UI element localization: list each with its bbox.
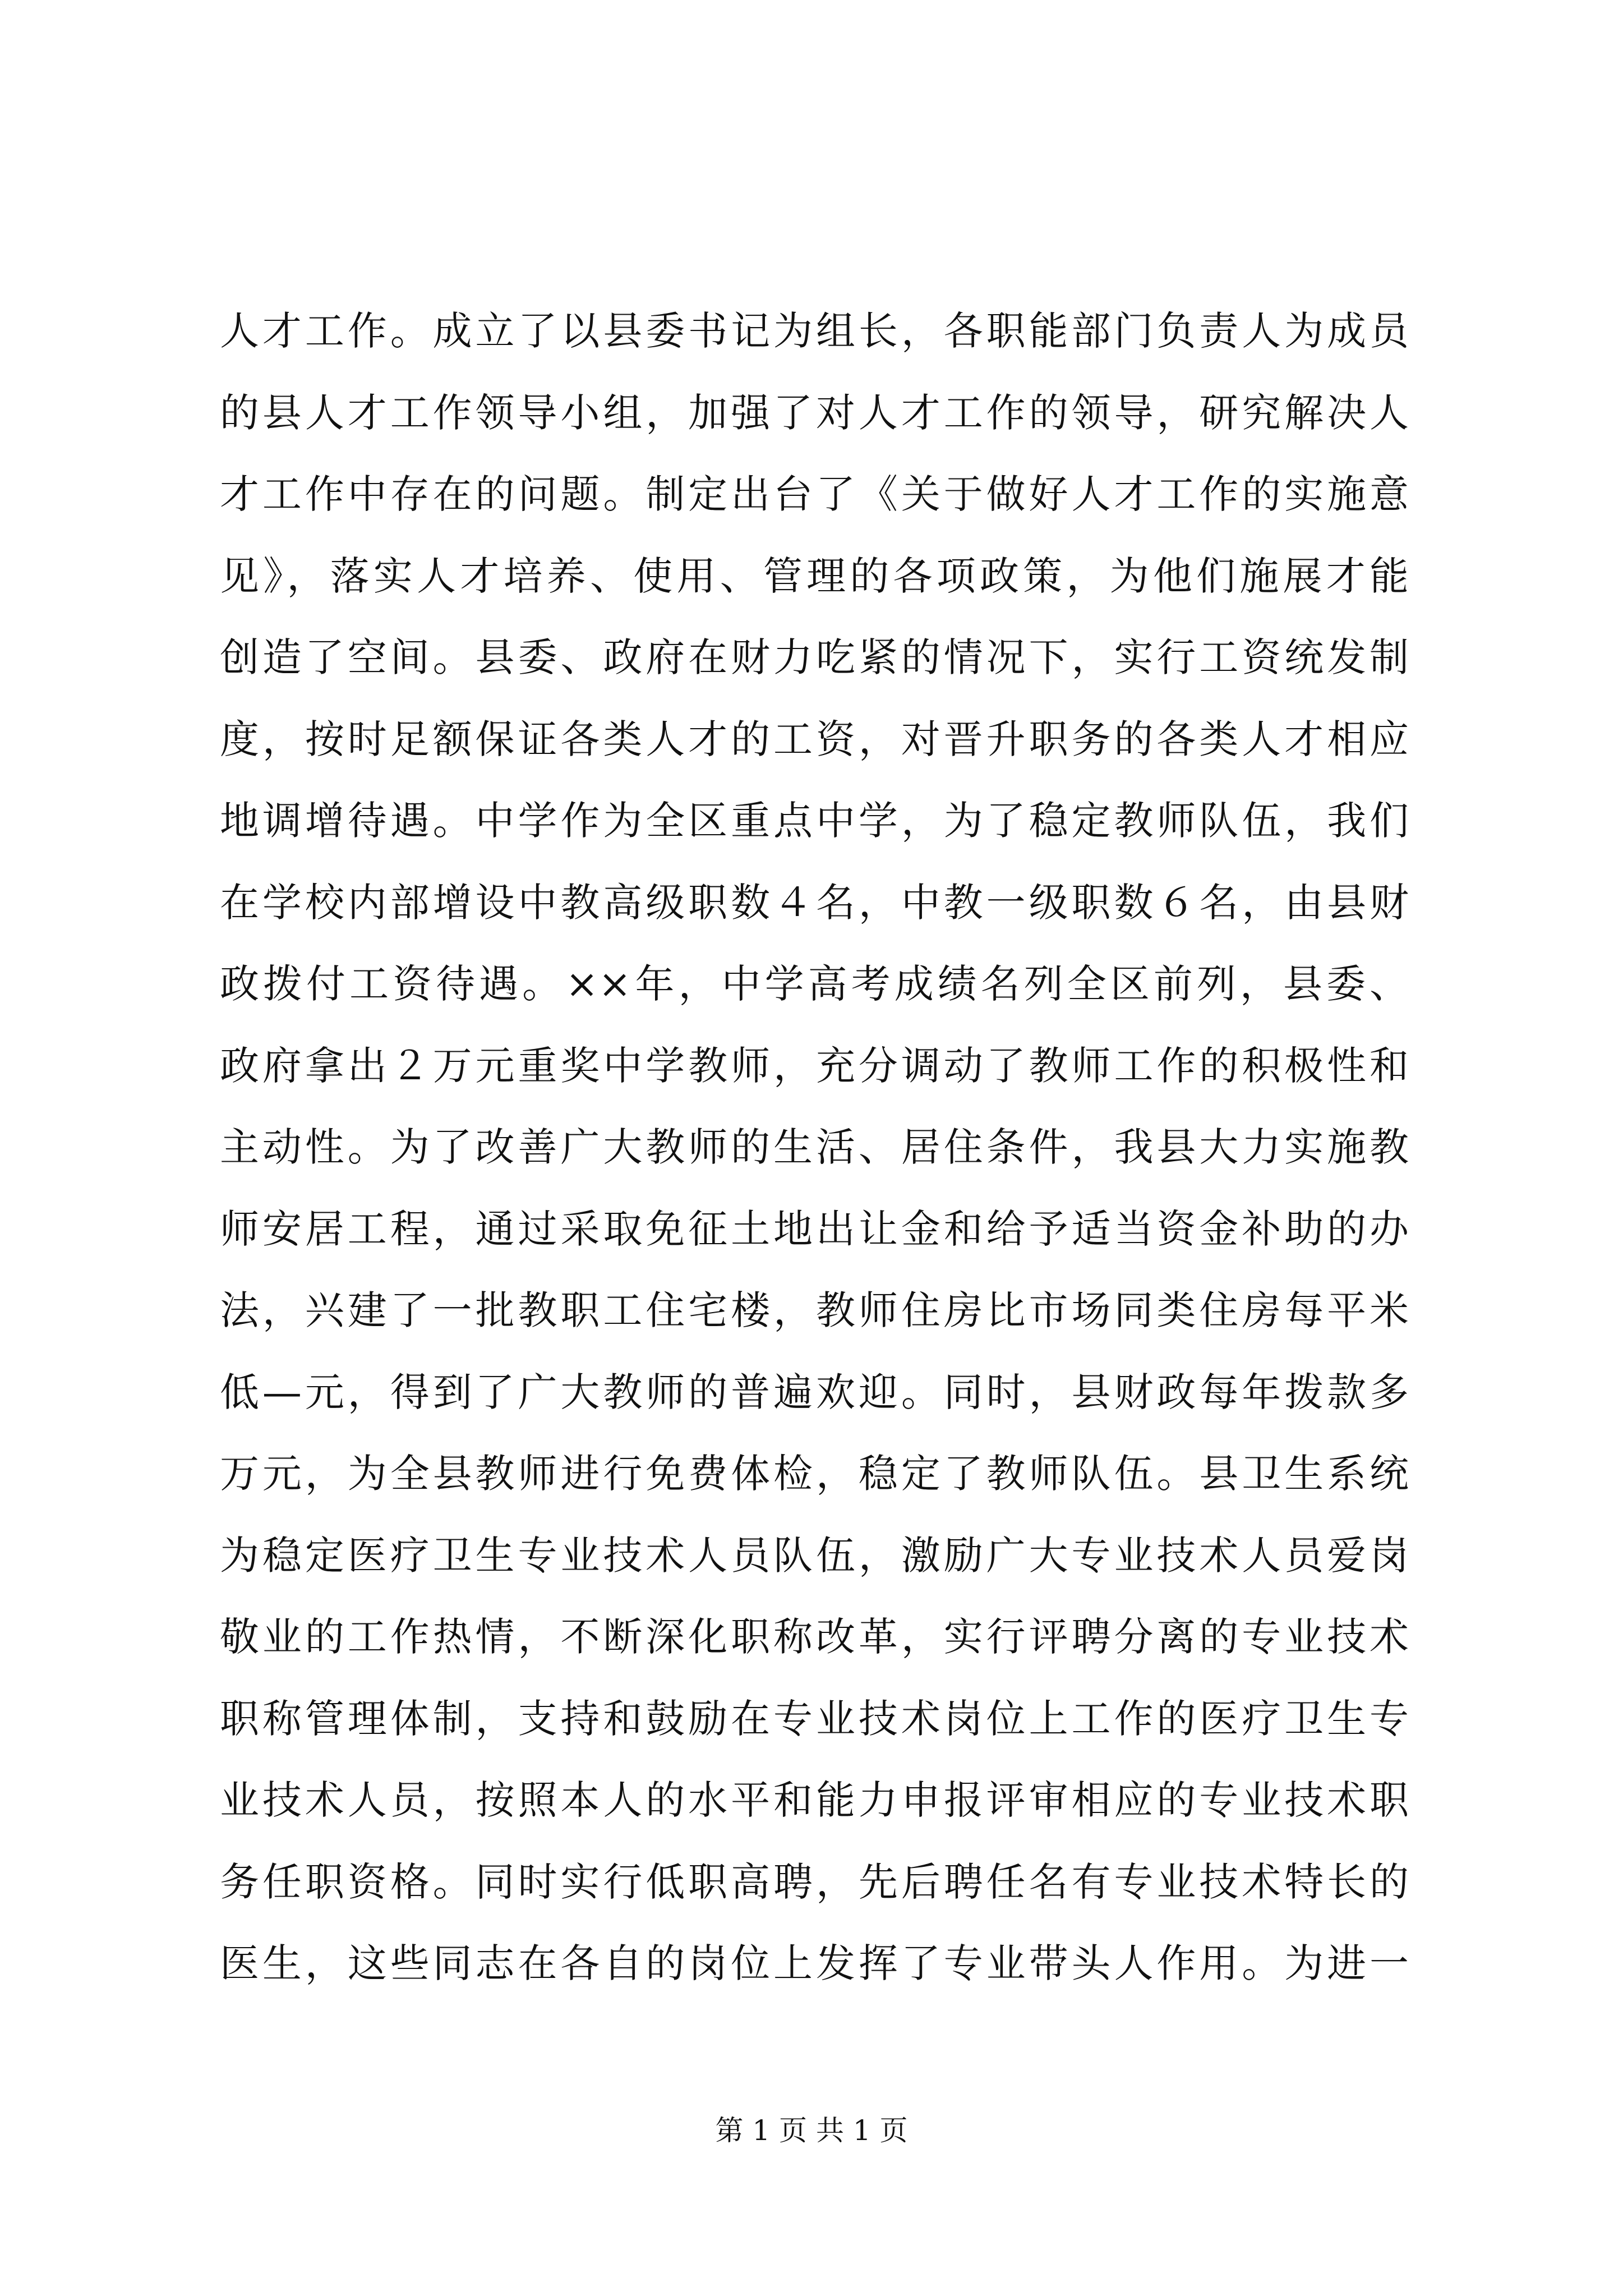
text-line-16: 为稳定医疗卫生专业技术人员队伍，激励广大专业技术人员爱岗 [220,1532,1409,1579]
body-paragraph [220,291,1409,2005]
text-line-3: 才工作中存在的问题。制定出台了《关于做好人才工作的实施意 [220,471,1409,517]
page-number-footer: 第 1 页 共 1 页 [715,2114,908,2147]
text-line-4: 见》，落实人才培养、使用、管理的各项政策，为他们施展才能 [220,553,1409,599]
text-line-5: 创造了空间。县委、政府在财力吃紧的情况下，实行工资统发制 [220,634,1409,680]
text-line-6: 度，按时足额保证各类人才的工资，对晋升职务的各类人才相应 [220,716,1409,762]
text-line-21: 医生，这些同志在各自的岗位上发挥了专业带头人作用。为进一 [220,1940,1409,1986]
text-line-10: 政府拿出２万元重奖中学教师，充分调动了教师工作的积极性和 [220,1042,1409,1089]
text-line-7: 地调增待遇。中学作为全区重点中学，为了稳定教师队伍，我们 [220,798,1409,844]
text-line-14: 低—元，得到了广大教师的普遍欢迎。同时，县财政每年拨款多 [220,1369,1409,1415]
text-line-12: 师安居工程，通过采取免征土地出让金和给予适当资金补助的办 [220,1205,1409,1252]
text-line-17: 敬业的工作热情，不断深化职称改革，实行评聘分离的专业技术 [220,1614,1409,1660]
text-line-19: 业技术人员，按照本人的水平和能力申报评审相应的专业技术职 [220,1777,1409,1823]
text-line-20: 务任职资格。同时实行低职高聘，先后聘任名有专业技术特长的 [220,1858,1409,1905]
text-line-9: 政拨付工资待遇。××年，中学高考成绩名列全区前列，县委、 [220,961,1409,1007]
text-line-13: 法，兴建了一批教职工住宅楼，教师住房比市场同类住房每平米 [220,1287,1409,1333]
text-line-11: 主动性。为了改善广大教师的生活、居住条件，我县大力实施教 [220,1124,1409,1170]
text-line-8: 在学校内部增设中教高级职数４名，中教一级职数６名，由县财 [220,879,1409,926]
text-line-2: 的县人才工作领导小组，加强了对人才工作的领导，研究解决人 [220,389,1409,436]
text-line-18: 职称管理体制，支持和鼓励在专业技术岗位上工作的医疗卫生专 [220,1695,1409,1742]
text-line-1: 人才工作。成立了以县委书记为组长，各职能部门负责人为成员 [220,308,1409,354]
text-line-15: 万元，为全县教师进行免费体检，稳定了教师队伍。县卫生系统 [220,1451,1409,1497]
